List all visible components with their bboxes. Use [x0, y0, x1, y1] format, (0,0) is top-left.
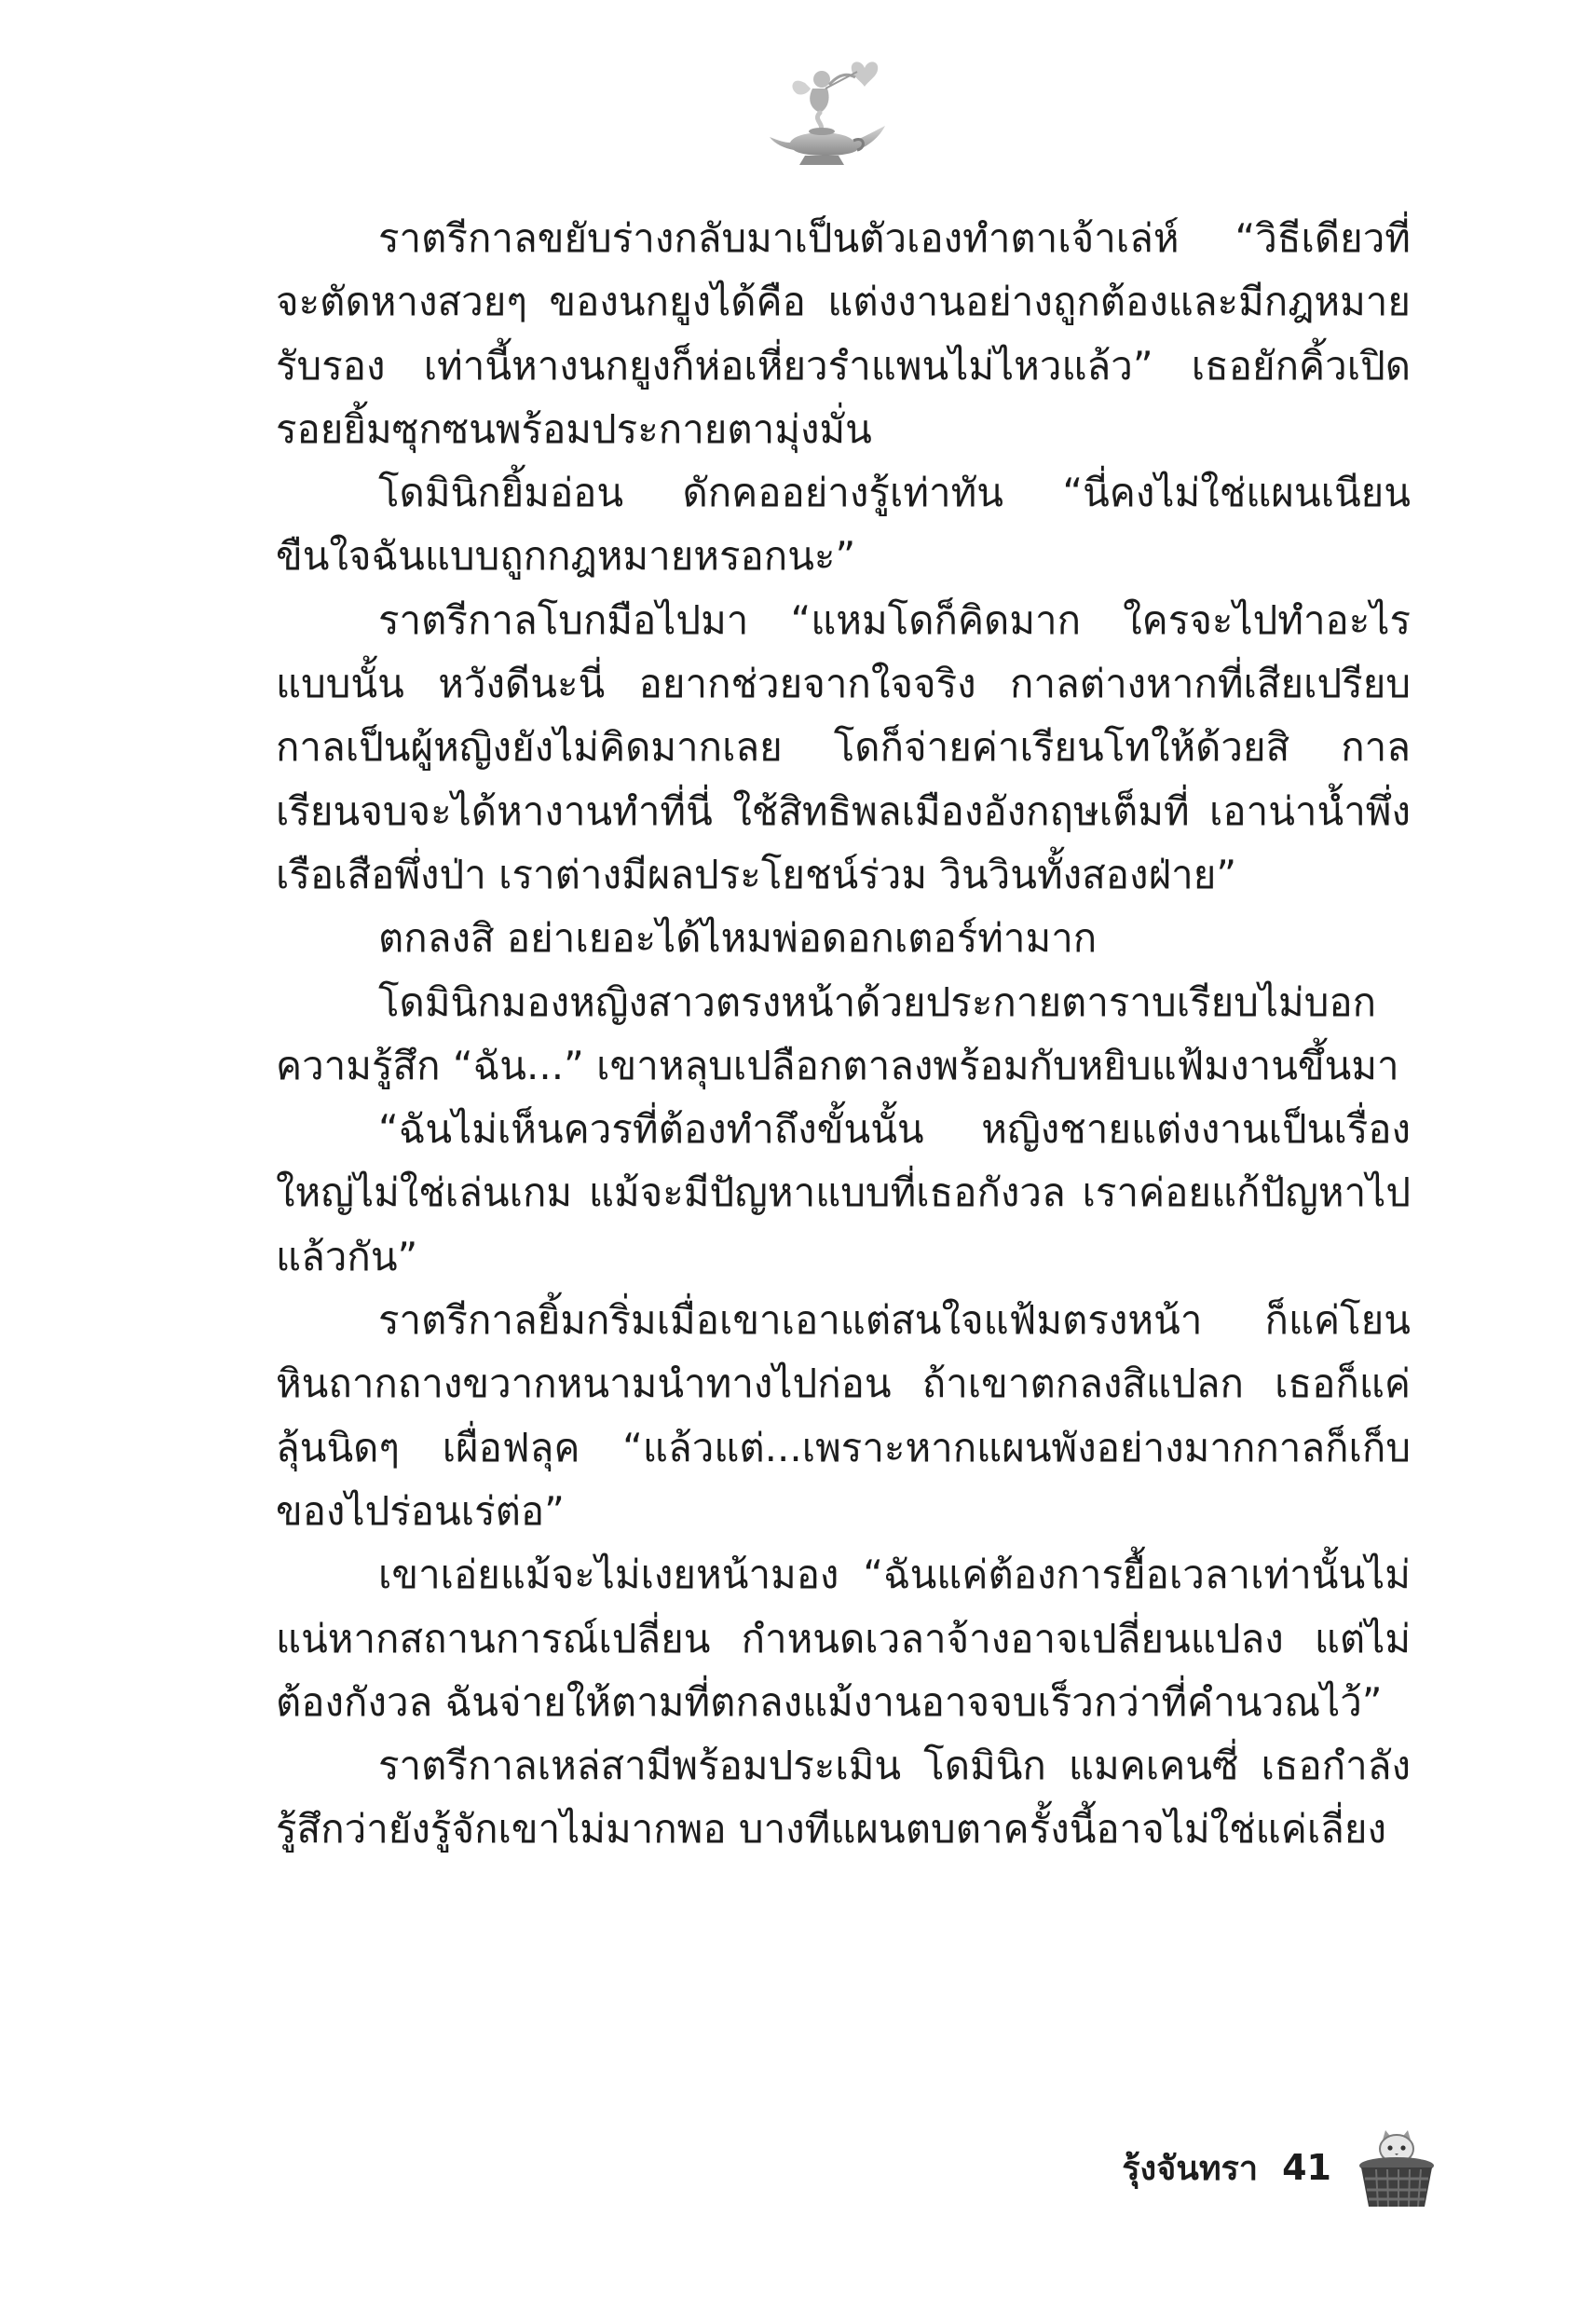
paragraph-7: ราตรีกาลยิ้มกริ่มเมื่อเขาเอาแต่สนใจแฟ้มตรงหน้า ก็แค่โยนหินถากถางขวากหนามนำทางไปก่อน ถ้าเขาตกลงสิแปลก เธอก็แค่ลุ้นนิดๆ เผื่อฟลุค “แล้วแต่...เพราะหากแผนพังอย่างมากกาลก็เก็บของไปร่อนเร่ต่อ”: [276, 1297, 1411, 1534]
body-text: [276, 207, 1411, 1862]
paragraph-1: ราตรีกาลขยับร่างกลับมาเป็นตัวเองทำตาเจ้าเล่ห์ “วิธีเดียวที่จะตัดหางสวยๆ ของนกยูงได้คือ แต่งงานอย่างถูกต้องและมีกฎหมายรับรอง เท่านี้หางนกยูงก็ห่อเหี่ยวรำแพนไม่ไหวแล้ว” เธอยักคิ้วเปิดรอยยิ้มซุกซนพร้อมประกายตามุ่งมั่น: [276, 215, 1411, 452]
paragraph-5: โดมินิกมองหญิงสาวตรงหน้าด้วยประกายตาราบเรียบไม่บอกความรู้สึก “ฉัน...” เขาหลุบเปลือกตาลงพร้อมกับหยิบแฟ้มงานขึ้นมา: [276, 978, 1399, 1088]
paragraph-6: “ฉันไม่เห็นควรที่ต้องทำถึงขั้นนั้น หญิงชายแต่งงานเป็นเรื่องใหญ่ไม่ใช่เล่นเกม แม้จะมีปัญหาแบบที่เธอกังวล เราค่อยแก้ปัญหาไปแล้วกัน”: [276, 1106, 1411, 1279]
page-number: 41: [1282, 2147, 1331, 2188]
book-title: รุ้งจันทรา: [1122, 2149, 1259, 2188]
paragraph-2: โดมินิกยิ้มอ่อน ดักคออย่างรู้เท่าทัน “นี่คงไม่ใช่แผนเนียนขืนใจฉันแบบถูกกฎหมายหรอกนะ”: [276, 470, 1411, 580]
paragraph-4: ตกลงสิ อย่าเยอะได้ไหมพ่อดอกเตอร์ท่ามาก: [378, 915, 1098, 962]
kitten-basket-icon: [1356, 2125, 1438, 2210]
genie-lamp-ornament: [764, 51, 904, 172]
paragraph-3: ราตรีกาลโบกมือไปมา “แหมโดก็คิดมาก ใครจะไปทำอะไรแบบนั้น หวังดีนะนี่ อยากช่วยจากใจจริง กาลต่างหากที่เสียเปรียบ กาลเป็นผู้หญิงยังไม่คิดมากเลย โดก็จ่ายค่าเรียนโทให้ด้วยสิ กาลเรียนจบจะได้หางานทำที่นี่ ใช้สิทธิพลเมืองอังกฤษเต็มที่ เอาน่าน้ำพึ่งเรือเสือพึ่งป่า เราต่างมีผลประโยชน์ร่วม วินวินทั้งสองฝ่าย”: [276, 596, 1411, 897]
page-footer: [1122, 2121, 1438, 2214]
paragraph-8: เขาเอ่ยแม้จะไม่เงยหน้ามอง “ฉันแค่ต้องการยื้อเวลาเท่านั้นไม่แน่หากสถานการณ์เปลี่ยน กำหนดเวลาจ้างอาจเปลี่ยนแปลง แต่ไม่ต้องกังวล ฉันจ่ายให้ตามที่ตกลงแม้งานอาจจบเร็วกว่าที่คำนวณไว้”: [276, 1552, 1411, 1725]
paragraph-9: ราตรีกาลเหล่สามีพร้อมประเมิน โดมินิก แมคเคนซี่ เธอกำลังรู้สึกว่ายังรู้จักเขาไม่มากพอ บางทีแผนตบตาครั้งนี้อาจไม่ใช่แค่เลี่ยง: [276, 1743, 1411, 1853]
